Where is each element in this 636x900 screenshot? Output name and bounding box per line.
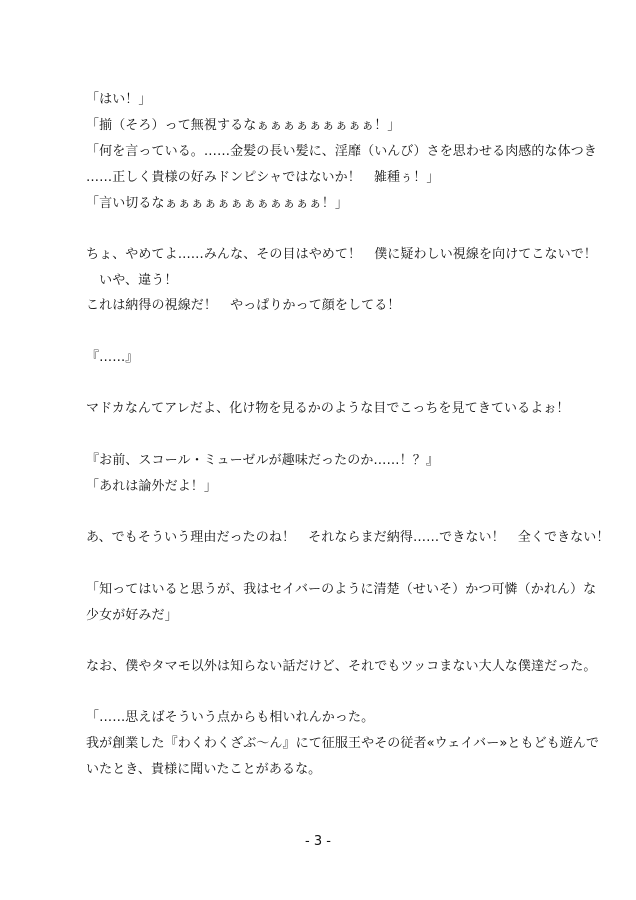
text-line: あ、でもそういう理由だったのね！ それならまだ納得……できない！ 全くできない！ [86,530,610,545]
text-line: 「揃（そろ）って無視するなぁぁぁぁぁぁぁぁぁ！」 [86,118,401,133]
text-line: 『……』 [86,350,139,365]
text-line: ちょ、やめてよ……みんな、その目はやめて！ 僕に疑わしい視線を向けてこないで！ [86,247,597,262]
text-line: 「言い切るなぁぁぁぁぁぁぁぁぁぁぁぁ！」 [86,196,349,211]
text-line: 「何を言っている。……金髪の長い髪に、淫靡（いんび）さを思わせる肉感的な体つき [86,144,597,159]
text-line: 『お前、スコール・ミューゼルが趣味だったのか……！？』 [86,453,439,468]
text-line: 少女が好みだ」 [86,608,178,623]
text-line: マドカなんてアレだよ、化け物を見るかのような目でこっちを見てきているよぉ！ [86,401,570,416]
text-line: いや、違う！ [86,273,178,288]
text-line: 「はい！」 [86,92,152,107]
text-line: なお、僕やタマモ以外は知らない話だけど、それでもツッコまない大人な僕達だった。 [86,659,597,674]
text-line: 「……思えばそういう点からも相いれんかった。 [86,710,375,725]
text-line: ……正しく貴様の好みドンピシャではないか！ 雑種ぅ！」 [86,170,440,185]
text-line: 「知ってはいると思うが、我はセイバーのように清楚（せいそ）かつ可憐（かれん）な [86,582,597,597]
text-line: これは納得の視線だ！ やっぱりかって顔をしてる！ [86,298,401,313]
page-number: - 3 - [305,834,331,849]
text-line: 「あれは論外だよ！」 [86,479,218,494]
text-line: いたとき、貴様に聞いたことがあるな。 [86,762,322,777]
text-line: 我が創業した『わくわくざぶ～ん』にて征服王やその従者«ウェイバー»ともども遊んで [86,736,600,751]
